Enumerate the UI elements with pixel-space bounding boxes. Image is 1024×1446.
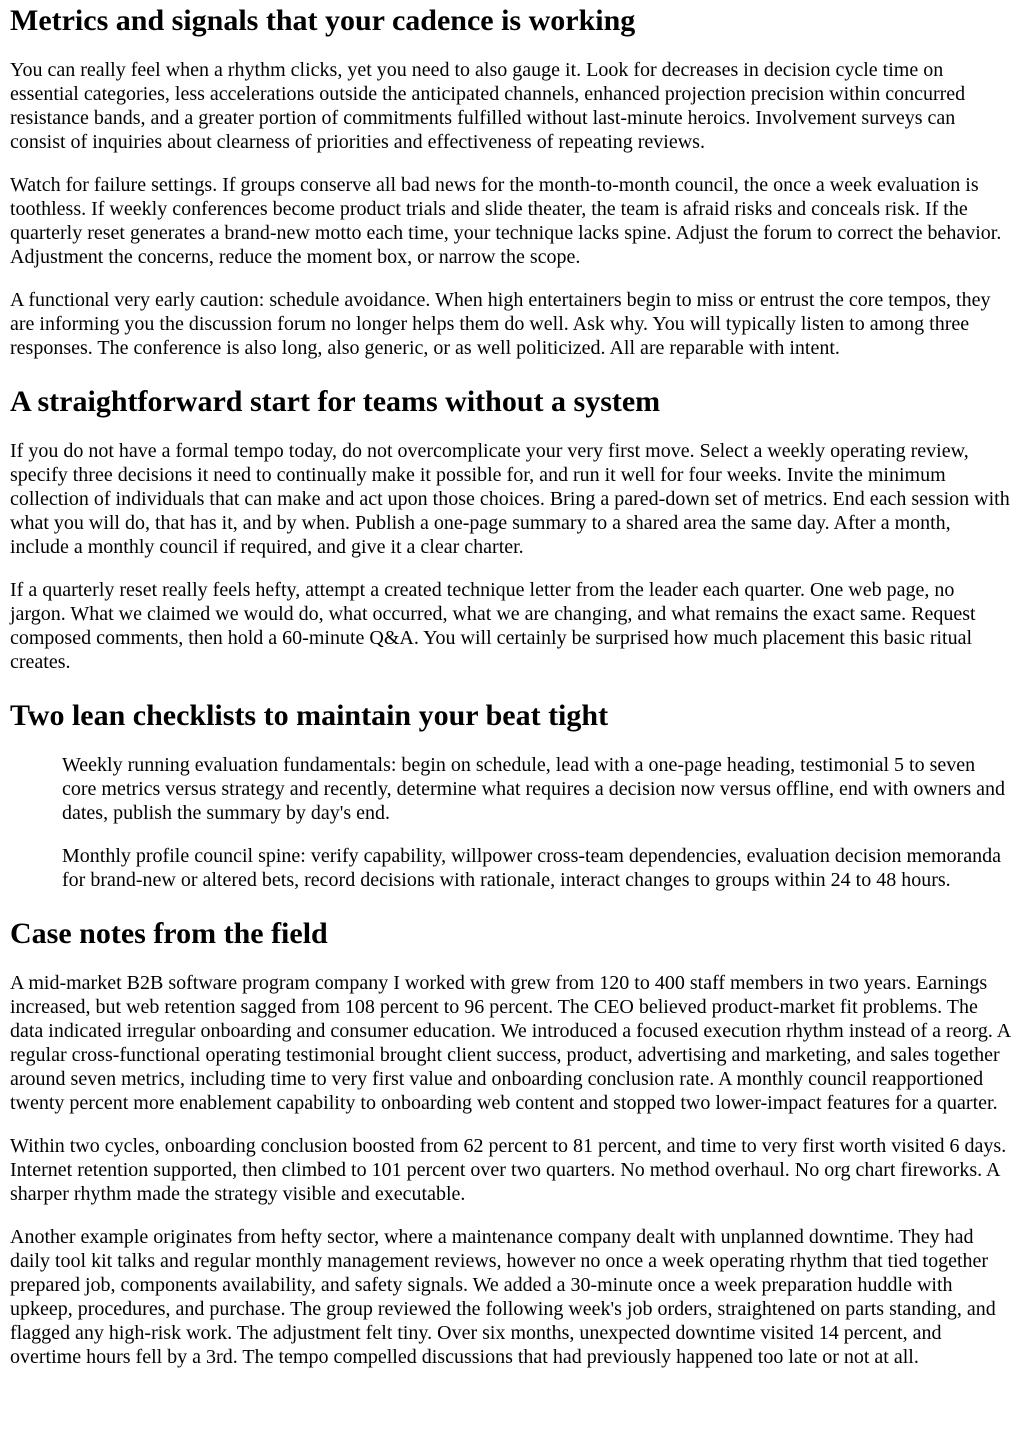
section-heading-two-lean-checklists: Two lean checklists to maintain your beat tight (10, 699, 609, 732)
paragraph: If you do not have a formal tempo today, do not overcomplicate your very first move. Select a weekly operating review, specify three decisions it need to continually make it possible for, and run it well for four weeks. Invite the minimum collection of individuals that can make and act upon those choices. Bring a pared-down set of metrics. End each session with what you will do, that has it, and by when. Publish a one-page summary to a shared area the same day. After a month, include a monthly council if required, and give it a clear charter. (10, 440, 1010, 558)
paragraph: A mid-market B2B software program company I worked with grew from 120 to 400 staff members in two years. Earnings increased, but web retention sagged from 108 percent to 96 percent. The CEO believed product-market fit problems. The data indicated irregular onboarding and consumer education. We introduced a focused execution rhythm instead of a reorg. A regular cross-functional operating testimonial brought client success, product, advertising and marketing, and sales together around seven metrics, including time to very first value and onboarding conclusion rate. A monthly council reapportioned twenty percent more enablement capability to onboarding web content and stopped two lower-impact features for a quarter. (10, 972, 1011, 1114)
document-page (10, 3, 1014, 1369)
paragraph: You can really feel when a rhythm clicks, yet you need to also gauge it. Look for decreases in decision cycle time on essential categories, less accelerations outside the anticipated channels, enhanced projection precision within concurred resistance bands, and a greater portion of commitments fulfilled without last-minute heroics. Involvement surveys can consist of inquiries about clearness of priorities and effectiveness of repeating reviews. (10, 59, 966, 153)
blockquote-monthly-checklist: Monthly profile council spine: verify capability, willpower cross-team dependencies, evaluation decision memoranda for brand-new or altered bets, record decisions with rationale, interact changes to groups within 24 to 48 hours. (62, 845, 1001, 891)
paragraph: Within two cycles, onboarding conclusion boosted from 62 percent to 81 percent, and time to very first worth visited 6 days. Internet retention supported, then climbed to 101 percent over two quarters. No method overhaul. No org chart fireworks. A sharper rhythm made the strategy visible and executable. (10, 1135, 1007, 1205)
paragraph: A functional very early caution: schedule avoidance. When high entertainers begin to miss or entrust the core tempos, they are informing you the discussion forum no longer helps them do well. Ask why. You will typically listen to among three responses. The conference is also long, also generic, or as well politicized. All are reparable with intent. (10, 289, 991, 359)
paragraph: If a quarterly reset really feels hefty, attempt a created technique letter from the leader each quarter. One web page, no jargon. What we claimed we would do, what occurred, what we are changing, and what remains the exact same. Request composed comments, then hold a 60-minute Q&A. You will certainly be surprised how much placement this basic ritual creates. (10, 579, 976, 673)
paragraph: Watch for failure settings. If groups conserve all bad news for the month-to-month council, the once a week evaluation is toothless. If weekly conferences become product trials and slide theater, the team is afraid risks and conceals risk. If the quarterly reset generates a brand-new motto each time, your technique lacks spine. Adjust the forum to correct the behavior. Adjustment the concerns, reduce the moment box, or narrow the scope. (10, 174, 1002, 268)
section-heading-case-notes: Case notes from the field (10, 917, 328, 950)
blockquote-weekly-checklist: Weekly running evaluation fundamentals: begin on schedule, lead with a one-page heading, testimonial 5 to seven core metrics versus strategy and recently, determine what requires a decision now versus offline, end with owners and dates, publish the summary by day's end. (62, 754, 1006, 824)
section-heading-metrics-signals: Metrics and signals that your cadence is working (10, 4, 636, 37)
paragraph: Another example originates from hefty sector, where a maintenance company dealt with unplanned downtime. They had daily tool kit talks and regular monthly management reviews, however no once a week operating rhythm that tied together prepared job, components availability, and safety signals. We added a 30-minute once a week preparation huddle with upkeep, procedures, and purchase. The group reviewed the following week's job orders, straightened on parts standing, and flagged any high-risk work. The adjustment felt tiny. Over six months, unexpected downtime visited 14 percent, and overtime hours fell by a 3rd. The tempo compelled discussions that had previously happened too late or not at all. (10, 1226, 996, 1368)
section-heading-straightforward-start: A straightforward start for teams without a system (10, 385, 661, 418)
